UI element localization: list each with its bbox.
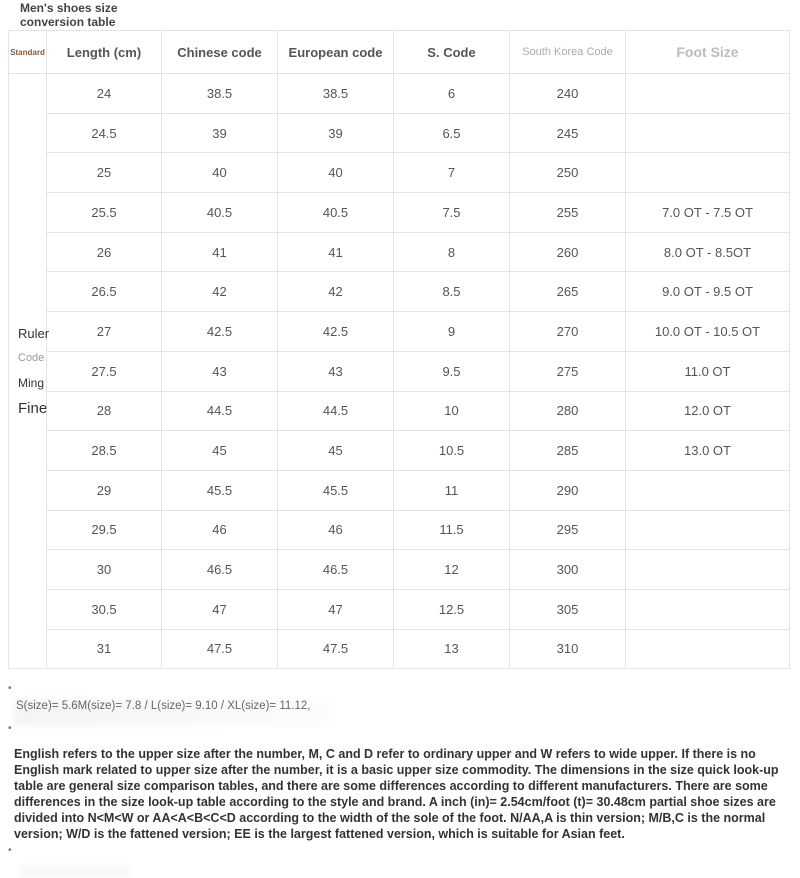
cell-european: 47.5	[278, 629, 394, 669]
cell-foot: 13.0 OT	[626, 431, 790, 471]
cell-length: 24.5	[47, 113, 162, 153]
cell-foot	[626, 589, 790, 629]
cell-length: 29	[47, 470, 162, 510]
cell-s: 13	[394, 629, 510, 669]
header-south-korea-code: South Korea Code	[510, 31, 626, 74]
cell-foot	[626, 510, 790, 550]
table-row	[9, 113, 790, 153]
header-foot-size: Foot Size	[626, 31, 790, 74]
cell-chinese: 46.5	[162, 550, 278, 590]
cell-s: 8.5	[394, 272, 510, 312]
cell-length: 27	[47, 312, 162, 352]
side-label-line: Code	[18, 352, 45, 365]
cell-chinese: 42.5	[162, 312, 278, 352]
cell-length: 30.5	[47, 589, 162, 629]
cell-s: 9.5	[394, 351, 510, 391]
table-row	[9, 312, 790, 352]
cell-s: 7	[394, 153, 510, 193]
cell-foot	[626, 74, 790, 114]
cell-foot	[626, 470, 790, 510]
cell-korea: 295	[510, 510, 626, 550]
cell-foot	[626, 550, 790, 590]
cell-european: 47	[278, 589, 394, 629]
cell-s: 10	[394, 391, 510, 431]
cell-s: 6	[394, 74, 510, 114]
cell-foot: 8.0 OT - 8.5OT	[626, 232, 790, 272]
cell-length: 24	[47, 74, 162, 114]
cell-foot: 12.0 OT	[626, 391, 790, 431]
cell-korea: 290	[510, 470, 626, 510]
bullet-dot: •	[8, 845, 12, 856]
table-row	[9, 351, 790, 391]
cell-chinese: 42	[162, 272, 278, 312]
blurred-overlay	[20, 866, 130, 878]
cell-foot: 7.0 OT - 7.5 OT	[626, 193, 790, 233]
cell-foot	[626, 153, 790, 193]
table-row	[9, 629, 790, 669]
cell-korea: 270	[510, 312, 626, 352]
table-row	[9, 550, 790, 590]
cell-s: 11.5	[394, 510, 510, 550]
table-row	[9, 431, 790, 471]
notes-section	[8, 678, 798, 856]
cell-s: 7.5	[394, 193, 510, 233]
cell-korea: 260	[510, 232, 626, 272]
cell-length: 31	[47, 629, 162, 669]
cell-korea: 250	[510, 153, 626, 193]
cell-chinese: 47.5	[162, 629, 278, 669]
table-row	[9, 74, 790, 114]
table-row	[9, 589, 790, 629]
cell-s: 10.5	[394, 431, 510, 471]
cell-korea: 245	[510, 113, 626, 153]
cell-s: 12	[394, 550, 510, 590]
cell-chinese: 47	[162, 589, 278, 629]
cell-length: 28.5	[47, 431, 162, 471]
cell-korea: 280	[510, 391, 626, 431]
side-label	[9, 74, 50, 669]
size-description-paragraph: English refers to the upper size after the number, M, C and D refer to ordinary upper and W refers to wide upper. If there is no English mark related to upper size after the number, it is a basic upper size commodity. The dimensions in the size quick look-up table are general size comparison tables, and there are some differences according to different manufacturers. There are some differences in the size look-up table according to the style and brand. A inch (in)= 2.54cm/foot (t)= 30.48cm partial shoe sizes are divided into N<M<W or AA<A<B<C<D according to the width of the sole of the foot. N/AA,A is thin version; M/B,C is the normal version; W/D is the fattened version; EE is the largest fattened version, which is suitable for Asian feet.	[14, 747, 779, 841]
cell-foot: 11.0 OT	[626, 351, 790, 391]
cell-european: 45.5	[278, 470, 394, 510]
cell-european: 44.5	[278, 391, 394, 431]
cell-european: 41	[278, 232, 394, 272]
cell-korea: 240	[510, 74, 626, 114]
cell-length: 28	[47, 391, 162, 431]
header-length: Length (cm)	[47, 31, 162, 74]
page-title: Men's shoes size conversion table	[20, 1, 118, 29]
bullet-dot: •	[8, 683, 12, 694]
cell-foot	[626, 113, 790, 153]
header-s-code: S. Code	[394, 31, 510, 74]
cell-chinese: 44.5	[162, 391, 278, 431]
cell-chinese: 40	[162, 153, 278, 193]
cell-s: 11	[394, 470, 510, 510]
cell-european: 40	[278, 153, 394, 193]
cell-s: 6.5	[394, 113, 510, 153]
bullet-dot: •	[8, 723, 12, 734]
cell-korea: 310	[510, 629, 626, 669]
cell-korea: 255	[510, 193, 626, 233]
cell-korea: 275	[510, 351, 626, 391]
cell-korea: 265	[510, 272, 626, 312]
table-row	[9, 153, 790, 193]
cell-chinese: 38.5	[162, 74, 278, 114]
side-label-line: Fine	[18, 400, 48, 418]
table-row	[9, 510, 790, 550]
table-row	[9, 232, 790, 272]
size-conversion-table	[8, 30, 790, 669]
cell-european: 39	[278, 113, 394, 153]
cell-length: 26	[47, 232, 162, 272]
table-row	[9, 193, 790, 233]
side-label-line: Ming	[18, 376, 45, 391]
cell-s: 9	[394, 312, 510, 352]
cell-european: 38.5	[278, 74, 394, 114]
table-row	[9, 272, 790, 312]
header-chinese-code: Chinese code	[162, 31, 278, 74]
cell-chinese: 45.5	[162, 470, 278, 510]
cell-european: 43	[278, 351, 394, 391]
cell-chinese: 43	[162, 351, 278, 391]
cell-european: 42.5	[278, 312, 394, 352]
cell-chinese: 40.5	[162, 193, 278, 233]
cell-chinese: 39	[162, 113, 278, 153]
table-row	[9, 470, 790, 510]
cell-length: 29.5	[47, 510, 162, 550]
cell-length: 26.5	[47, 272, 162, 312]
cell-chinese: 46	[162, 510, 278, 550]
cell-european: 46.5	[278, 550, 394, 590]
size-note: S(size)= 5.6M(size)= 7.8 / L(size)= 9.10 / XL(size)= 11.12,	[16, 700, 311, 712]
cell-length: 25.5	[47, 193, 162, 233]
side-label-line: Ruler	[18, 326, 50, 342]
cell-european: 42	[278, 272, 394, 312]
cell-length: 25	[47, 153, 162, 193]
cell-korea: 300	[510, 550, 626, 590]
cell-european: 40.5	[278, 193, 394, 233]
cell-chinese: 45	[162, 431, 278, 471]
cell-s: 12.5	[394, 589, 510, 629]
header-european-code: European code	[278, 31, 394, 74]
cell-length: 30	[47, 550, 162, 590]
cell-european: 46	[278, 510, 394, 550]
cell-korea: 305	[510, 589, 626, 629]
cell-foot: 10.0 OT - 10.5 OT	[626, 312, 790, 352]
cell-european: 45	[278, 431, 394, 471]
cell-foot: 9.0 OT - 9.5 OT	[626, 272, 790, 312]
table-header-row	[9, 31, 790, 74]
cell-s: 8	[394, 232, 510, 272]
cell-chinese: 41	[162, 232, 278, 272]
header-standard: Standard	[9, 31, 47, 74]
cell-korea: 285	[510, 431, 626, 471]
cell-foot	[626, 629, 790, 669]
table-row	[9, 391, 790, 431]
cell-length: 27.5	[47, 351, 162, 391]
